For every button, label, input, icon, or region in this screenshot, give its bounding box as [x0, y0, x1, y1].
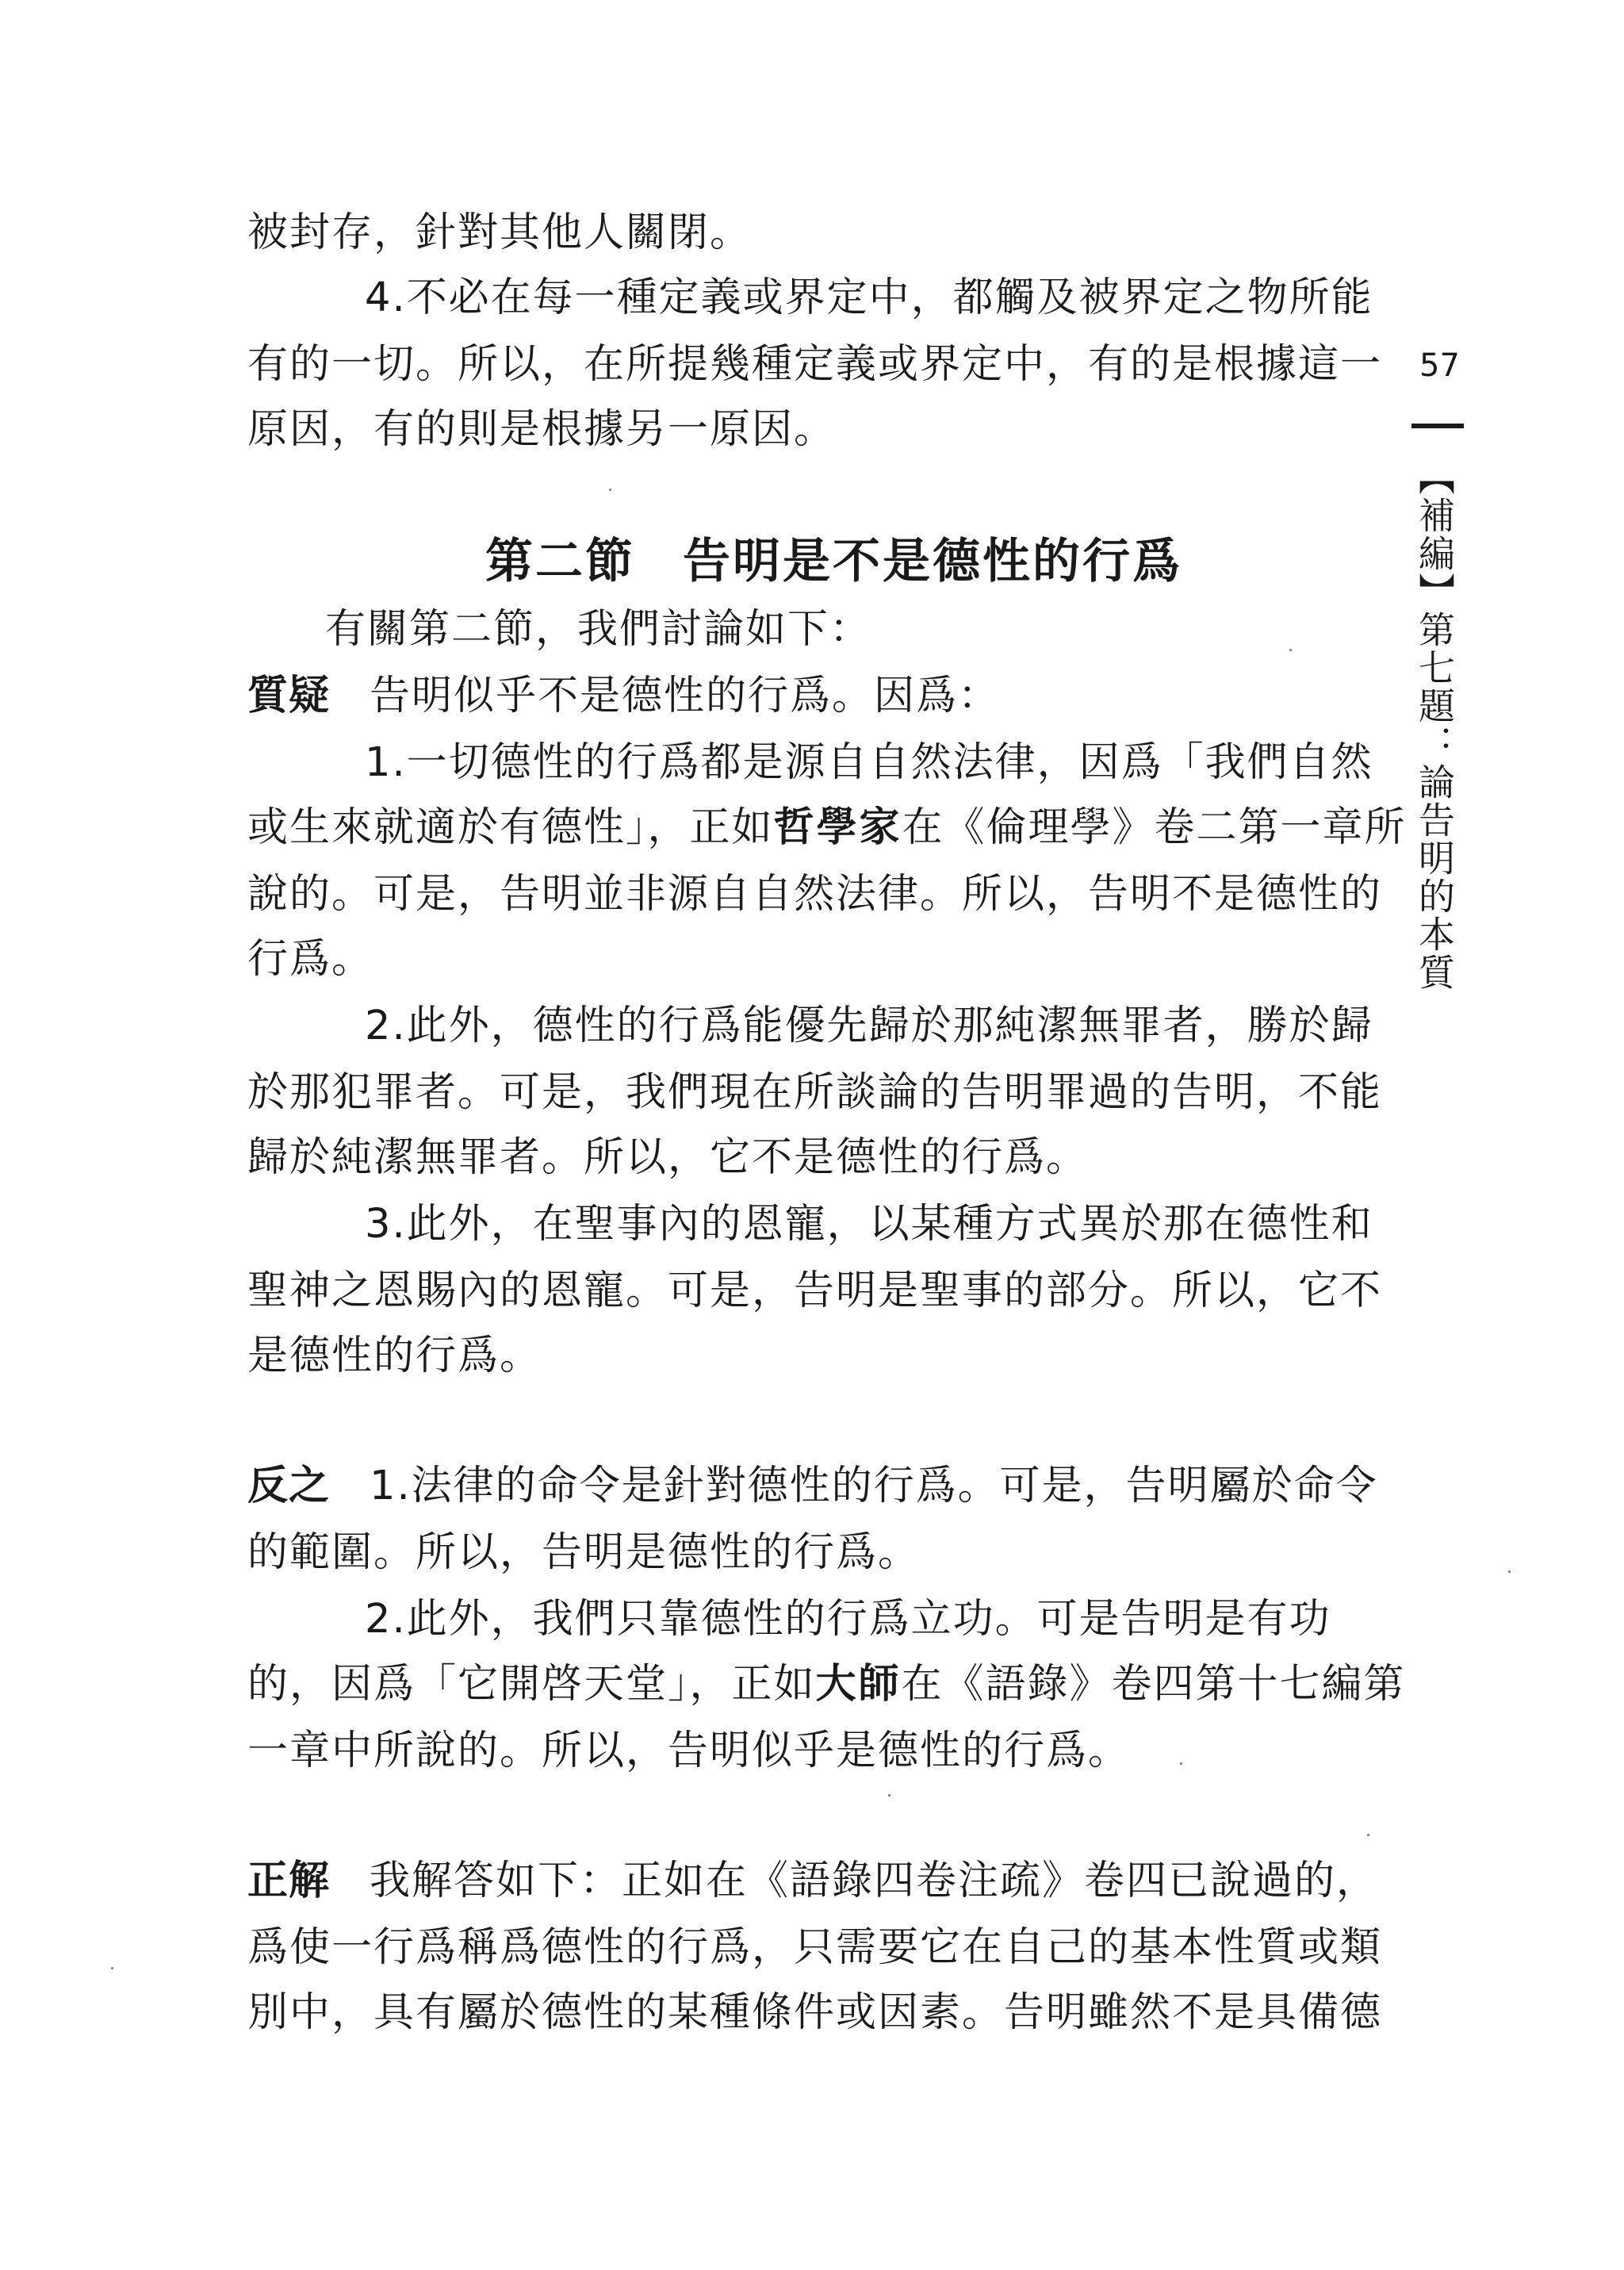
text-line: 一章中所說的。所以，告明似乎是德性的行爲。 [247, 1727, 1131, 1774]
scan-speck [609, 489, 611, 491]
master-name: 大師 [815, 1661, 902, 1708]
objection-paragraph [247, 671, 1365, 722]
text-line: 告明似乎不是德性的行爲。因爲： [370, 673, 1001, 719]
section-heading [485, 530, 1182, 593]
scan-speck [1289, 649, 1292, 651]
text-line: 1.一切德性的行爲都是源自自然法律，因爲「我們自然 [365, 739, 1373, 786]
text-line: 我解答如下：正如在《語錄四卷注疏》卷四已說過的， [370, 1858, 1379, 1904]
sed-contra-label: 反之 [247, 1463, 331, 1509]
section-title: 告明是不是德性的行爲 [683, 534, 1182, 589]
text-line: 2.此外，德性的行爲能優先歸於那純潔無罪者，勝於歸 [365, 1003, 1373, 1049]
text-span: 的，因爲「它開啓天堂」，正如 [247, 1661, 816, 1708]
text-line: 歸於純潔無罪者。所以，它不是德性的行爲。 [247, 1134, 1089, 1181]
text-span: 或生來就適於有德性」，正如 [247, 804, 774, 851]
text-line: 於那犯罪者。可是，我們現在所談論的告明罪過的告明，不能 [247, 1069, 1383, 1116]
text-line [247, 1659, 1406, 1710]
text-line: 爲使一行爲稱爲德性的行爲，只需要它在自己的基本性質或類 [247, 1924, 1383, 1971]
section-number: 第二節 [485, 534, 635, 589]
scan-speck [888, 1794, 891, 1796]
page-number: 57 [1419, 347, 1460, 384]
running-header: 【補編】第七題：論告明的本質 [1413, 458, 1456, 991]
text-line: 說的。可是，告明並非源自自然法律。所以，告明不是德性的 [247, 871, 1383, 918]
text-line: 有的一切。所以，在所提幾種定義或界定中，有的是根據這一 [247, 341, 1383, 388]
scan-speck [1180, 1762, 1182, 1765]
text-line: 1.法律的命令是針對德性的行爲。可是，告明屬於命令 [370, 1463, 1378, 1509]
objection-label: 質疑 [247, 673, 331, 719]
header-rule [1411, 424, 1464, 428]
text-line: 4.不必在每一種定義或界定中，都觸及被界定之物所能 [365, 274, 1373, 321]
response-label: 正解 [247, 1858, 331, 1904]
text-line: 是德性的行爲。 [247, 1332, 542, 1379]
text-line: 的範圍。所以，告明是德性的行爲。 [247, 1529, 921, 1576]
response-paragraph [247, 1856, 1379, 1907]
text-span: 在《倫理學》卷二第一章所 [902, 804, 1407, 851]
text-line: 行爲。 [247, 936, 374, 983]
text-line: 原因，有的則是根據另一原因。 [247, 406, 837, 453]
text-line: 2.此外，我們只靠德性的行爲立功。可是告明是有功 [365, 1596, 1331, 1643]
sed-contra-paragraph [247, 1461, 1378, 1512]
scan-speck [1367, 1834, 1369, 1836]
text-line: 被封存，針對其他人關閉。 [247, 209, 753, 256]
text-line: 聖神之恩賜內的恩寵。可是，告明是聖事的部分。所以，它不 [247, 1267, 1383, 1314]
scan-speck [111, 1967, 113, 1969]
text-line: 別中，具有屬於德性的某種條件或因素。告明雖然不是具備德 [247, 1989, 1383, 2036]
text-line: 有關第二節，我們討論如下： [325, 606, 872, 653]
scan-speck [1508, 1570, 1511, 1573]
philosopher-name: 哲學家 [773, 804, 902, 851]
text-line [247, 803, 1407, 853]
text-span: 在《語錄》卷四第十七編第 [901, 1661, 1406, 1708]
text-line: 3.此外，在聖事內的恩寵，以某種方式異於那在德性和 [365, 1201, 1373, 1248]
